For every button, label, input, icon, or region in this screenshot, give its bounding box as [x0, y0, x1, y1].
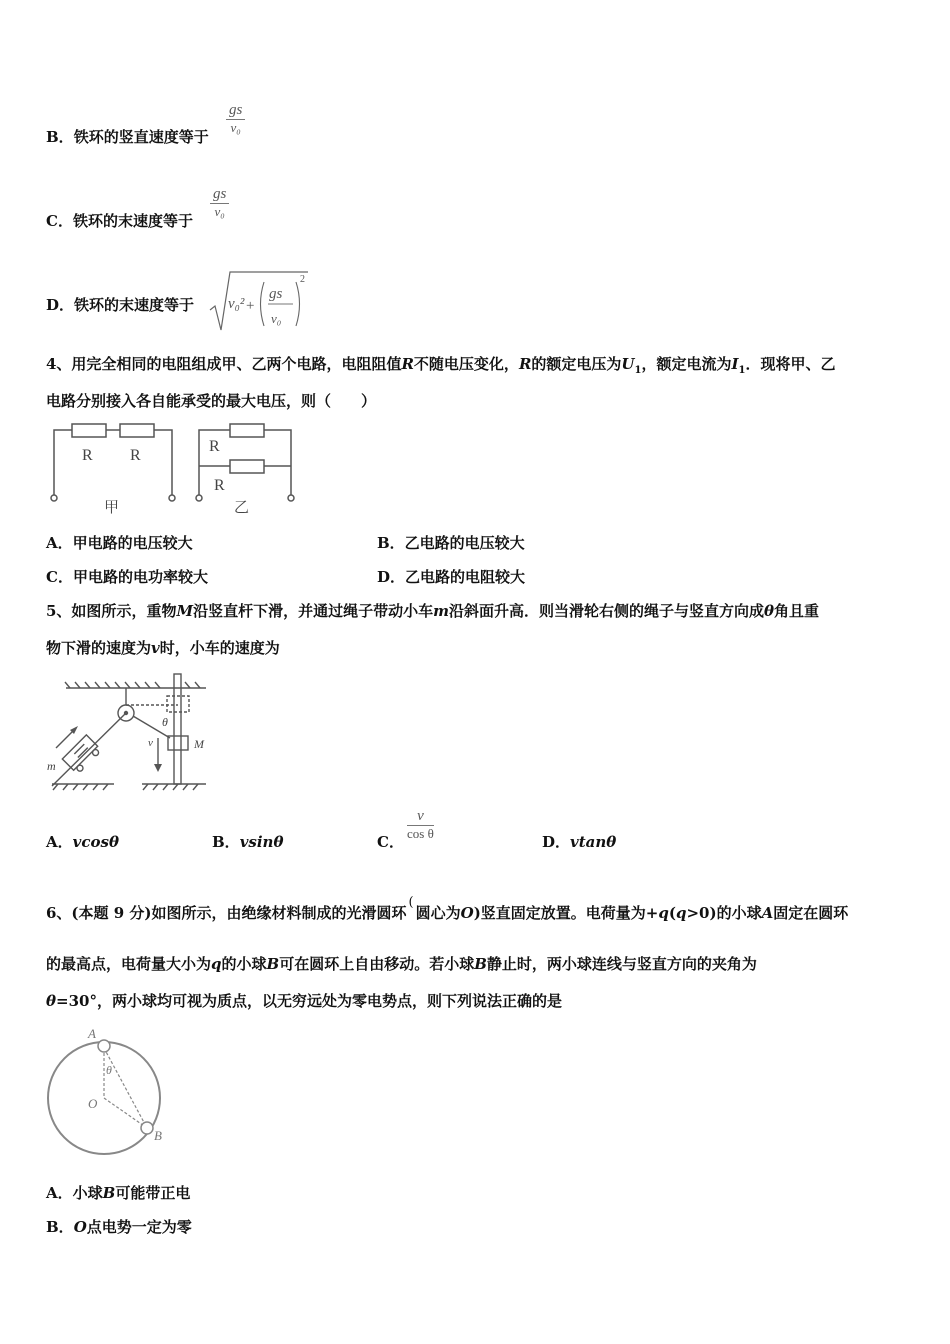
exponent: 2 — [300, 274, 305, 285]
q6-option-a: A．小球B可能带正电 — [46, 1184, 191, 1202]
ball-a — [98, 1040, 110, 1052]
yi-label: 乙 — [234, 500, 250, 516]
fig-v-label: v — [148, 737, 153, 749]
q4-option-b: B．乙电路的电压较大 — [377, 534, 525, 552]
circuit-jia — [51, 424, 175, 501]
q4-circuit-figure — [44, 420, 304, 520]
jia-label: 甲 — [104, 500, 120, 516]
fig-theta-label: θ — [162, 715, 168, 729]
q5-stem-line1: 5、如图所示，重物M沿竖直杆下滑，并通过绳子带动小车m沿斜面升高．则当滑轮右侧的绳子与竖直方向成θ角且重 — [46, 602, 819, 620]
q3-option-d-sqrt-formula — [208, 268, 318, 336]
q5-option-d: D．vtanθ — [542, 833, 617, 851]
q3-option-b: B．铁环的竖直速度等于 — [46, 128, 209, 146]
q4-stem-line2: 电路分别接入各自能承受的最大电压，则（ ） — [46, 392, 377, 410]
fig-m-label: m — [47, 759, 56, 773]
q3-option-c: C．铁环的末速度等于 — [46, 212, 193, 230]
yi-r1-label: R — [209, 438, 220, 455]
frac-den: v₀ — [271, 311, 282, 326]
q6-stem-line2: 的最高点，电荷量大小为q的小球B可在圆环上自由移动。若小球B静止时，两小球连线与竖直方向的夹角为 — [46, 955, 757, 973]
q5-pulley-figure — [44, 668, 214, 793]
jia-r2-label: R — [130, 447, 141, 464]
q5-stem-line2: 物下滑的速度为v时，小车的速度为 — [46, 639, 280, 657]
q3-option-c-fraction: $\frac{gs}{\text{v₀}}$ — [210, 186, 229, 220]
frac-num: gs — [269, 286, 283, 302]
q5-option-c-fraction: $\frac{v}{\text{cos θ}}$ — [407, 808, 434, 841]
q3-option-d: D．铁环的末速度等于 — [46, 296, 195, 314]
q6-ring-figure — [44, 1024, 174, 1159]
q4-option-c: C．甲电路的电功率较大 — [46, 568, 208, 586]
fig-O-label: O — [88, 1096, 98, 1111]
q5-option-c: C． — [377, 833, 404, 851]
q4-stem-line1: 4、用完全相同的电阻组成甲、乙两个电路，电阻阻值R不随电压变化，R的额定电压为$U_1$，额定电流为$I_1$．现将甲、乙 — [46, 355, 836, 376]
q6-stem-line3: θ=30°，两小球均可视为质点，以无穷远处为零电势点，则下列说法正确的是 — [46, 992, 562, 1010]
q4-option-a: A．甲电路的电压较大 — [46, 534, 193, 552]
fig-theta-label: θ — [106, 1063, 112, 1077]
sqrt-term: v₀² — [228, 296, 245, 312]
jia-r1-label: R — [82, 447, 93, 464]
circuit-yi — [196, 424, 294, 501]
q5-option-b: B．vsinθ — [212, 833, 284, 851]
ball-b — [141, 1122, 153, 1134]
plus-sign: + — [246, 298, 255, 314]
q4-option-d: D．乙电路的电阻较大 — [377, 568, 526, 586]
fig-A-label: A — [88, 1026, 96, 1041]
fig-B-label: B — [154, 1128, 162, 1143]
q6-option-b: B．O点电势一定为零 — [46, 1218, 192, 1236]
q6-stem-line1: 6、(本题 9 分)如图所示，由绝缘材料制成的光滑圆环(圆心为O)竖直固定放置。电荷量为+q(q>0)的小球A固定在圆环 — [46, 895, 849, 922]
q3-option-b-fraction: $\frac{gs}{\text{v₀}}$ — [226, 102, 245, 136]
q5-option-a: A．vcosθ — [46, 833, 119, 851]
yi-r2-label: R — [214, 477, 225, 494]
fig-M-label: M — [194, 737, 204, 751]
